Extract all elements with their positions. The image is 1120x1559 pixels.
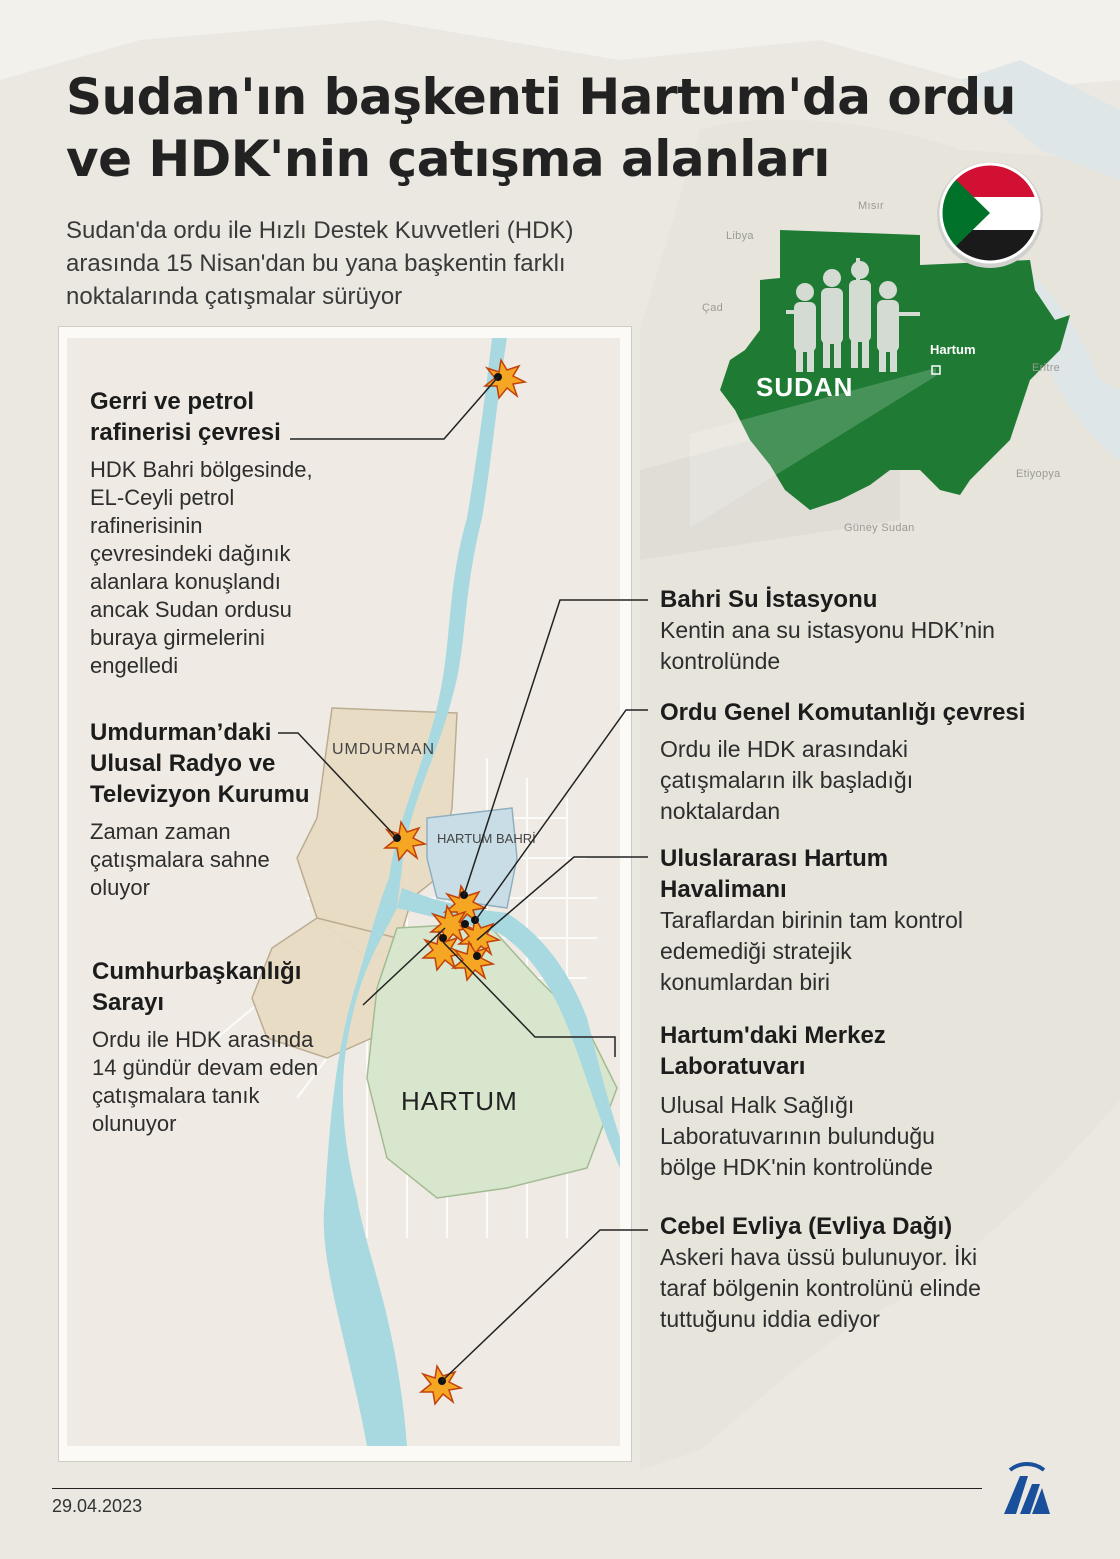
- callout-palace-desc: Ordu ile HDK arasında 14 gündür devam eden çatışmalara tanık olunuyor: [92, 1027, 319, 1136]
- callout-radio-tv-title: Umdurman’daki Ulusal Radyo ve Televizyon Kurumu: [90, 719, 310, 808]
- neighbor-label-eritre: Eritre: [1032, 362, 1061, 374]
- callout-cebel-evliya: [660, 1211, 1010, 1335]
- neighbor-label-etiyopya: Etiyopya: [1016, 468, 1061, 480]
- callout-army-hq-desc: Ordu ile HDK arasındaki çatışmaların ilk başladığı noktalardan: [660, 736, 914, 824]
- callout-palace: [92, 956, 342, 1138]
- callout-army-hq-title: Ordu Genel Komutanlığı çevresi: [660, 699, 1026, 726]
- callout-cebel-evliya-desc: Askeri hava üssü bulunuyor. İki taraf bölgenin kontrolünü elinde tuttuğunu iddia ediyor: [660, 1244, 981, 1332]
- bahri-map-label: HARTUM BAHRİ: [437, 831, 536, 846]
- callout-gerri: [90, 386, 320, 680]
- callout-gerri-desc: HDK Bahri bölgesinde, EL-Ceyli petrol rafinerisinin çevresindeki dağınık alanlara konuşlandı ancak Sudan ordusu buraya girmelerini engelledi: [90, 457, 313, 678]
- callout-airport-title: Uluslararası Hartum Havalimanı: [660, 845, 889, 903]
- neighbor-label-misir: Mısır: [858, 200, 884, 212]
- footer-divider: [52, 1488, 982, 1489]
- sudan-label: SUDAN: [756, 372, 854, 402]
- umdurman-map-label: UMDURMAN: [332, 741, 436, 758]
- callout-water-station: [660, 584, 1060, 677]
- page-title: Sudan'ın başkenti Hartum'da ordu ve HDK'nin çatışma alanları: [66, 68, 1016, 188]
- neighbor-label-libya: Libya: [726, 230, 754, 242]
- callout-laboratory-desc: Ulusal Halk Sağlığı Laboratuvarının bulunduğu bölge HDK'nin kontrolünde: [660, 1092, 935, 1180]
- callout-water-station-title: Bahri Su İstasyonu: [660, 586, 878, 613]
- callout-airport: [660, 843, 990, 998]
- callout-army-hq: [660, 697, 1060, 827]
- callout-radio-tv: [90, 717, 320, 902]
- callout-airport-desc: Taraflardan birinin tam kontrol edemediği stratejik konumlardan biri: [660, 907, 963, 995]
- neighbor-label-guney-sudan: Güney Sudan: [844, 522, 915, 534]
- callout-radio-tv-desc: Zaman zaman çatışmalara sahne oluyor: [90, 819, 270, 900]
- callout-cebel-evliya-title: Cebel Evliya (Evliya Dağı): [660, 1213, 953, 1240]
- hartum-capital-label: Hartum: [930, 342, 976, 357]
- neighbor-label-cad: Çad: [702, 302, 724, 314]
- callout-gerri-title: Gerri ve petrol rafinerisi çevresi: [90, 388, 281, 446]
- callout-laboratory-title: Hartum'daki Merkez Laboratuvarı: [660, 1022, 886, 1080]
- hartum-map-label: HARTUM: [401, 1086, 518, 1116]
- callout-laboratory: [660, 1020, 990, 1183]
- page-subtitle: Sudan'da ordu ile Hızlı Destek Kuvvetleri (HDK) arasında 15 Nisan'dan bu yana başkentin farklı noktalarında çatışmalar sürüyor: [66, 217, 574, 310]
- footer-date: 29.04.2023: [52, 1496, 143, 1516]
- callout-water-station-desc: Kentin ana su istasyonu HDK’nin kontrolünde: [660, 617, 995, 674]
- callout-palace-title: Cumhurbaşkanlığı Sarayı: [92, 958, 302, 1016]
- aa-logo-icon: [998, 1462, 1054, 1518]
